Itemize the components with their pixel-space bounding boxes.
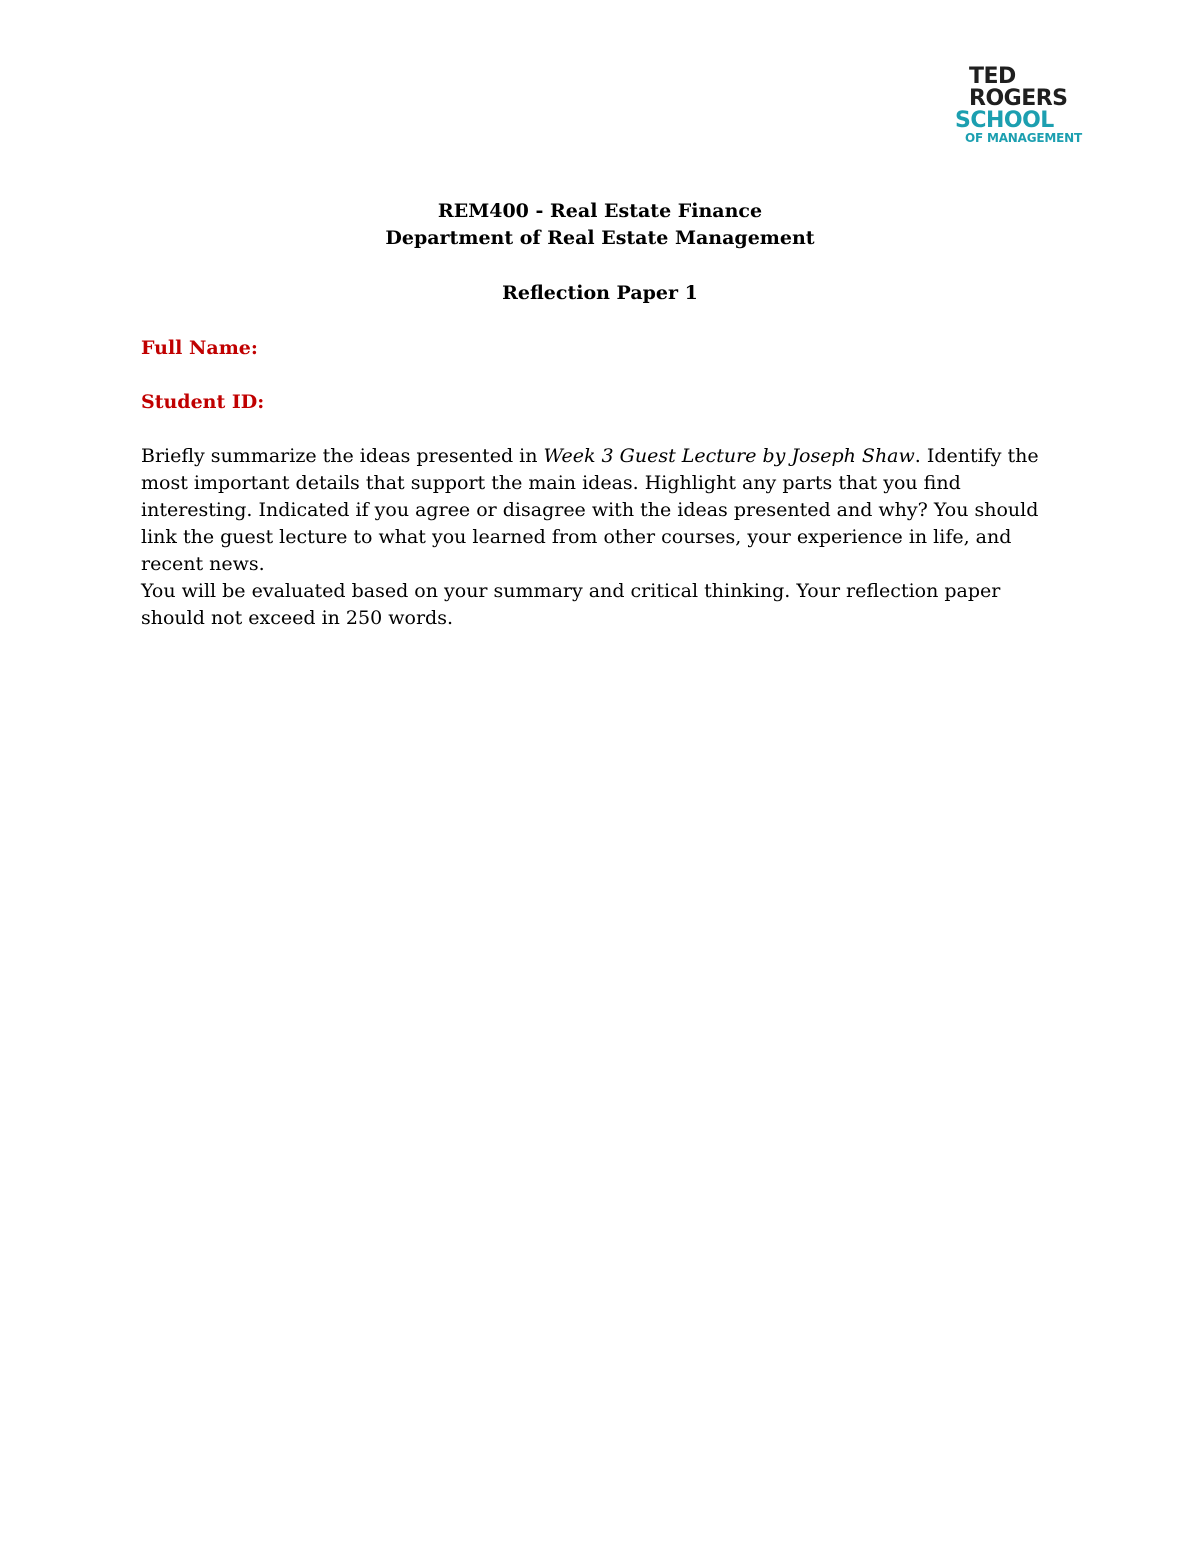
evaluation-text: You will be evaluated based on your summary and critical thinking. Your reflection paper should not exceed in 250 words. — [141, 580, 1001, 629]
paper-title: Reflection Paper 1 — [502, 282, 698, 304]
department-title: Department of Real Estate Management — [385, 227, 815, 249]
full-name-label: Full Name: — [141, 337, 258, 359]
evaluation-paragraph — [141, 578, 1066, 632]
document-header — [0, 198, 1200, 307]
ted-rogers-school-logo — [955, 64, 1082, 146]
logo-line-of-management: OF MANAGEMENT — [965, 131, 1082, 145]
student-id-label: Student ID: — [141, 391, 265, 413]
instructions-text-rest: . Identify the most important details that support the main ideas. Highlight any parts that you find interesting. Indicated if you agree or disagree with the ideas presented and why? You should link the guest lecture to what you learned from other courses, your experience in life, and recent news. — [141, 445, 1039, 575]
logo-line-school: SCHOOL — [955, 108, 1054, 133]
instructions-paragraph — [141, 443, 1066, 578]
logo-line-ted: TED — [969, 64, 1016, 89]
instructions-text — [141, 443, 1066, 578]
course-title: REM400 - Real Estate Finance — [437, 200, 763, 222]
logo-line-rogers: ROGERS — [969, 86, 1068, 111]
instructions-text-start: Briefly summarize the ideas presented in — [141, 445, 544, 467]
lecture-title: Week 3 Guest Lecture by Joseph Shaw — [543, 445, 915, 467]
